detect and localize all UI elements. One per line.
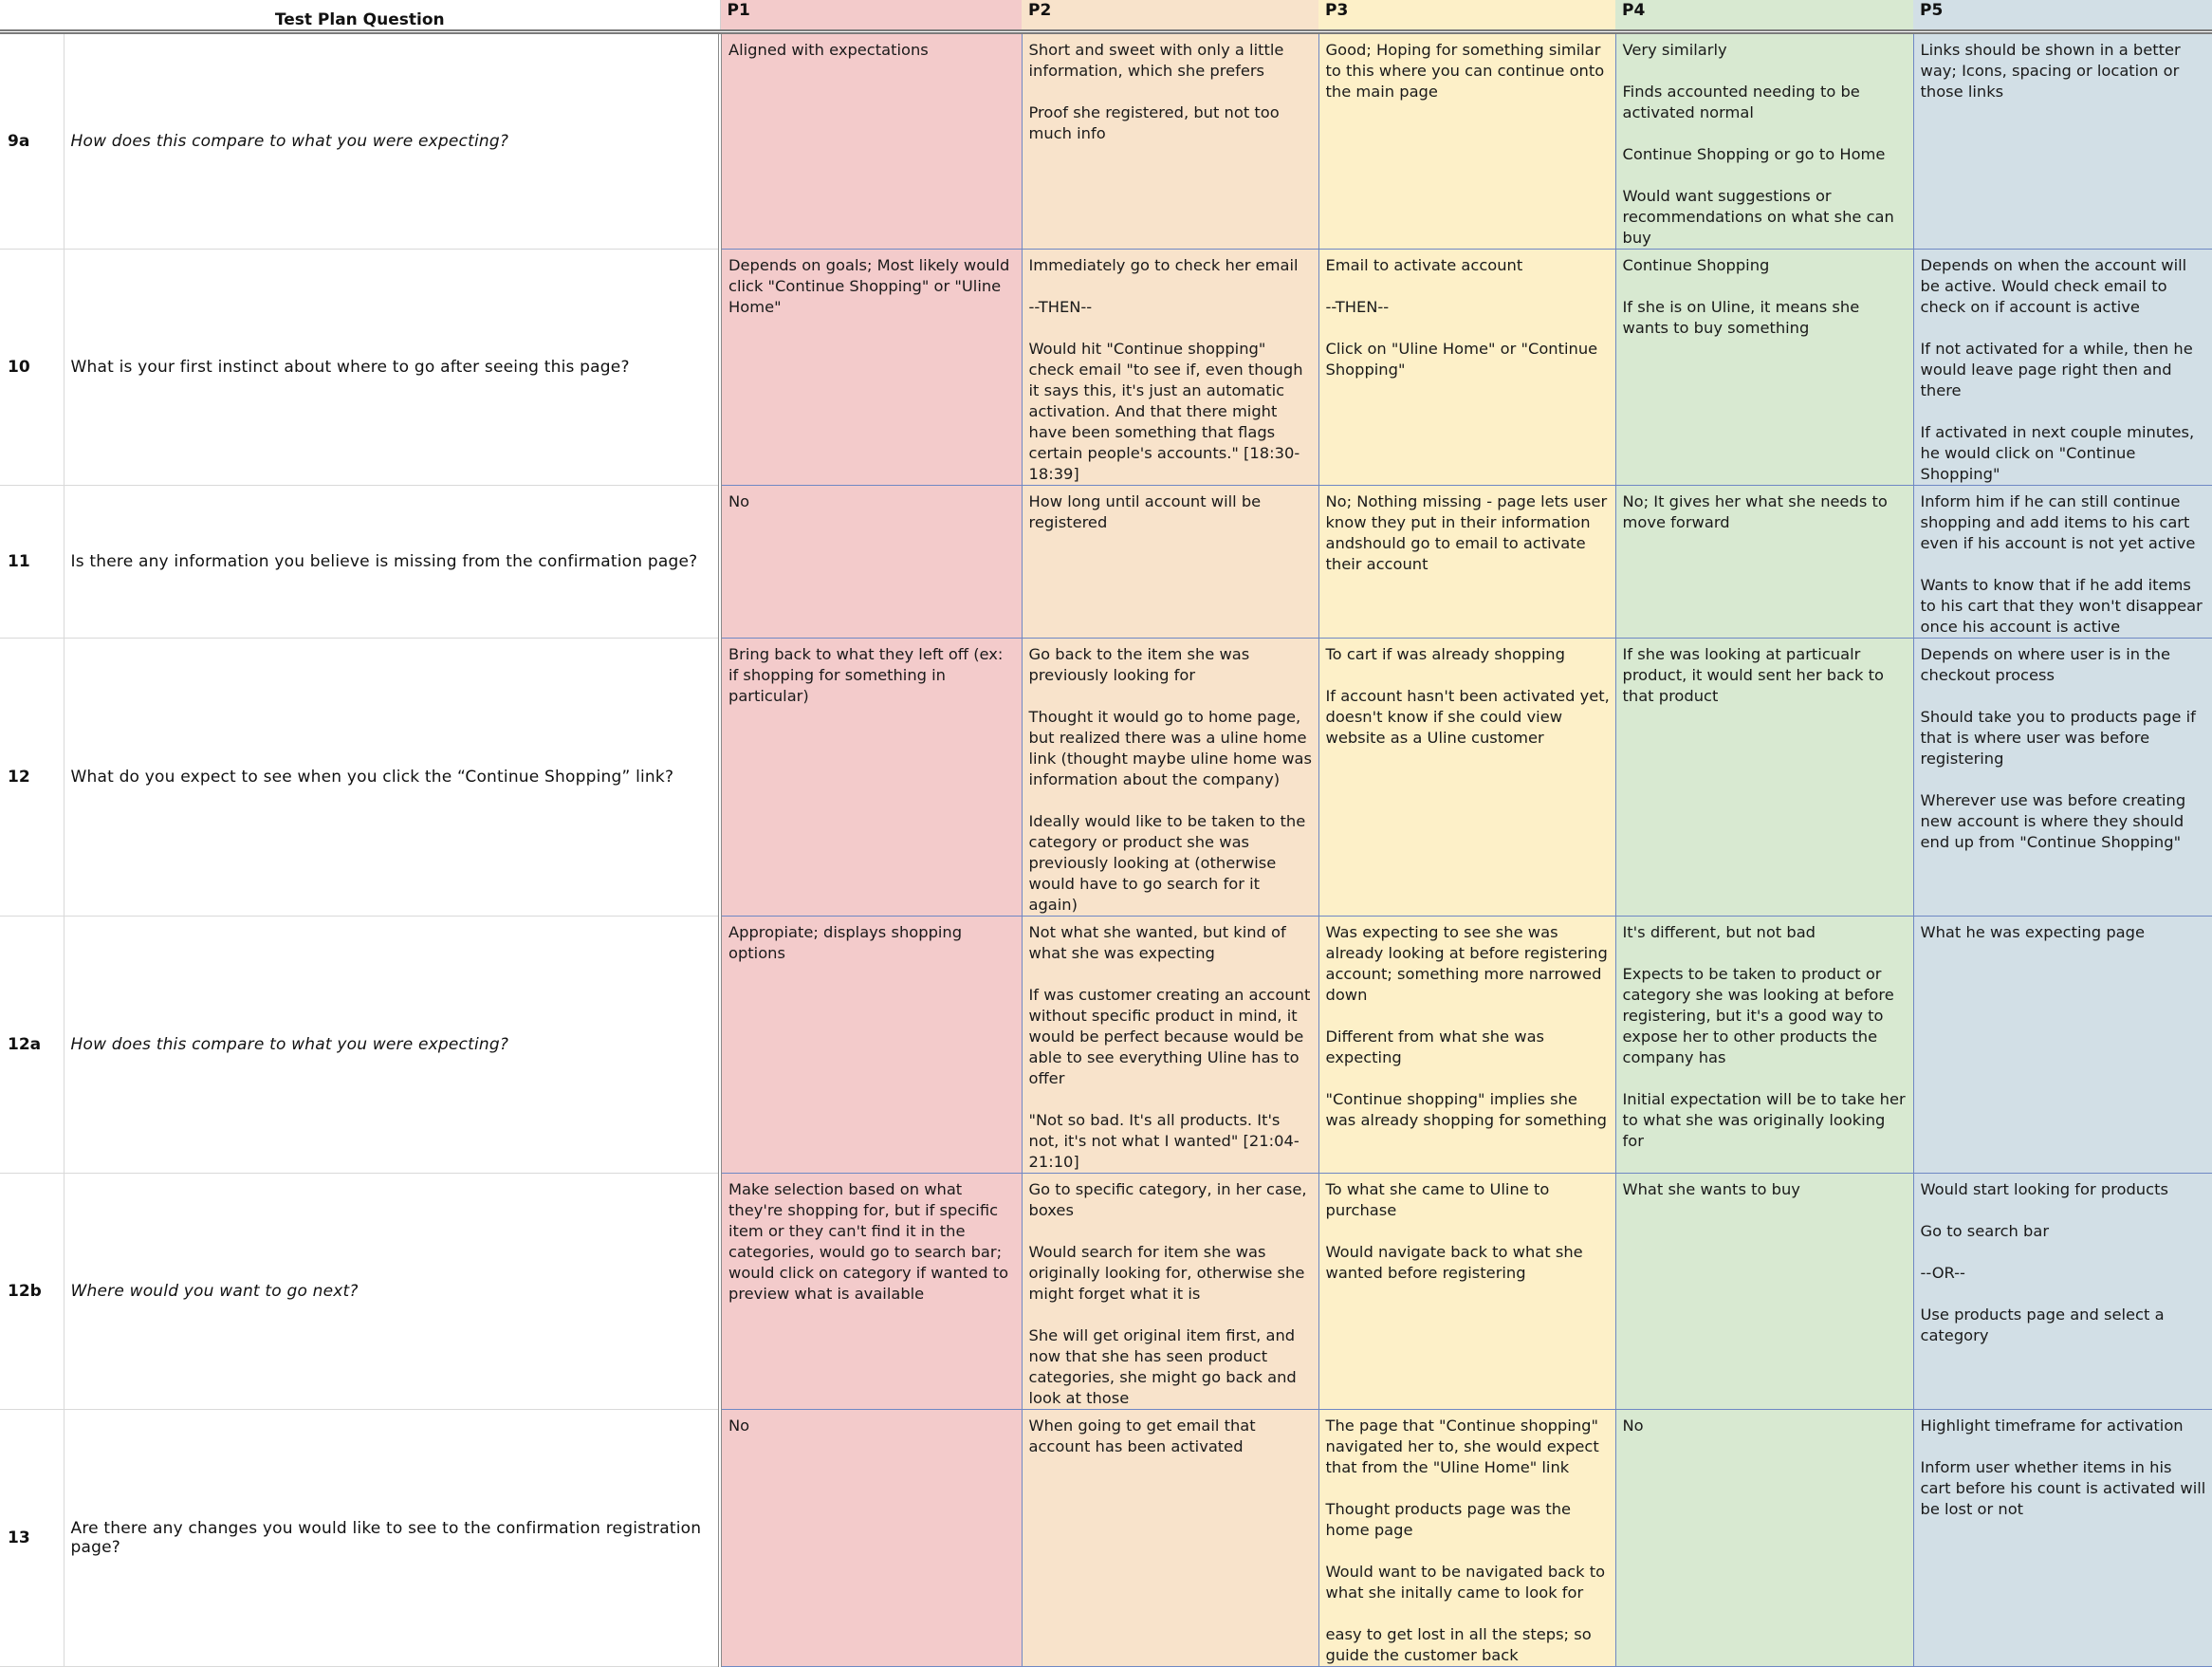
response-text: Was expecting to see she was already looking at before registering account; something more narrowed down Different from what she was expecting "Continue shopping" implies she was already shopping for something	[1325, 923, 1608, 1129]
response-cell-p3[interactable]	[1318, 917, 1615, 1174]
response-text: Bring back to what they left off (ex: if shopping for something in particular)	[728, 645, 1008, 705]
response-text: Depends on goals; Most likely would click "Continue Shopping" or "Uline Home"	[728, 256, 1015, 316]
response-text: Very similarly Finds accounted needing to be activated normal Continue Shopping or go to Home Would want suggestions or recommendations on what she can buy	[1622, 41, 1894, 247]
question-number[interactable]: 11	[0, 486, 64, 639]
response-cell-p5[interactable]	[1913, 486, 2212, 639]
response-text: Would start looking for products Go to search bar --OR-- Use products page and select a category	[1920, 1180, 2168, 1344]
response-text: What she wants to buy	[1622, 1180, 1800, 1198]
question-number[interactable]: 12	[0, 639, 64, 917]
response-cell-p5[interactable]	[1913, 250, 2212, 486]
response-cell-p2[interactable]	[1022, 1174, 1318, 1410]
question-text[interactable]: How does this compare to what you were expecting?	[64, 32, 720, 250]
table-row	[0, 486, 2212, 639]
question-text[interactable]: Is there any information you believe is missing from the confirmation page?	[64, 486, 720, 639]
response-text: Go back to the item she was previously looking for Thought it would go to home page, but realized there was a uline home link (thought maybe uline home was information about the company) Ideally would like to be taken to the category or product she was previously looking at (otherwise would have to go search for it again)	[1028, 645, 1313, 914]
response-cell-p4[interactable]	[1615, 1174, 1913, 1410]
response-text: If she was looking at particualr product, it would sent her back to that product	[1622, 645, 1889, 705]
response-cell-p5[interactable]	[1913, 917, 2212, 1174]
table-row	[0, 1410, 2212, 1667]
response-cell-p2[interactable]	[1022, 250, 1318, 486]
question-text[interactable]: Are there any changes you would like to see to the confirmation registration page?	[64, 1410, 720, 1667]
response-text: Aligned with expectations	[728, 41, 929, 59]
question-column-header[interactable]: Test Plan Question	[0, 0, 720, 32]
response-cell-p5[interactable]	[1913, 1174, 2212, 1410]
response-text: What he was expecting page	[1920, 923, 2145, 941]
question-number[interactable]: 12a	[0, 917, 64, 1174]
response-cell-p5[interactable]	[1913, 1410, 2212, 1667]
response-cell-p1[interactable]	[720, 639, 1022, 917]
response-text: How long until account will be registered	[1028, 492, 1266, 531]
response-cell-p1[interactable]	[720, 250, 1022, 486]
response-text: To cart if was already shopping If account hasn't been activated yet, doesn't know if she could view website as a Uline customer	[1325, 645, 1610, 747]
question-text[interactable]: What do you expect to see when you click the “Continue Shopping” link?	[64, 639, 720, 917]
response-text: Depends on when the account will be active. Would check email to check on if account is active If not activated for a while, then he would leave page right then and there If activated in next couple minutes, he would click on "Continue Shopping"	[1920, 256, 2195, 483]
response-cell-p5[interactable]	[1913, 32, 2212, 250]
response-text: No	[728, 492, 750, 510]
response-cell-p3[interactable]	[1318, 486, 1615, 639]
table-row	[0, 639, 2212, 917]
response-cell-p1[interactable]	[720, 32, 1022, 250]
question-number[interactable]: 10	[0, 250, 64, 486]
response-text: Email to activate account --THEN-- Click on "Uline Home" or "Continue Shopping"	[1325, 256, 1598, 379]
response-cell-p2[interactable]	[1022, 32, 1318, 250]
response-text: Immediately go to check her email --THEN-- Would hit "Continue shopping" check email "to see if, even though it says this, it's just an automatic activation. And that there might have been something that flags certain people's accounts." [18:30-18:39]	[1028, 256, 1303, 483]
response-cell-p2[interactable]	[1022, 486, 1318, 639]
response-cell-p3[interactable]	[1318, 639, 1615, 917]
response-text: No	[728, 1417, 750, 1435]
table-row	[0, 250, 2212, 486]
response-text: No; It gives her what she needs to move forward	[1622, 492, 1893, 531]
response-text: Good; Hoping for something similar to this where you can continue onto the main page	[1325, 41, 1610, 101]
question-text[interactable]: Where would you want to go next?	[64, 1174, 720, 1410]
response-text: The page that "Continue shopping" navigated her to, she would expect that from the "Uline Home" link Thought products page was the home page Would want to be navigated back to what she initally came to look for easy to get lost in all the steps; so guide the customer back	[1325, 1417, 1606, 1664]
response-cell-p3[interactable]	[1318, 1410, 1615, 1667]
response-text: When going to get email that account has been activated	[1028, 1417, 1261, 1455]
participant-header-p4[interactable]: P4	[1615, 0, 1913, 32]
header-row	[0, 0, 2212, 32]
participant-header-p2[interactable]: P2	[1022, 0, 1318, 32]
response-text: No	[1622, 1417, 1644, 1435]
question-number[interactable]: 9a	[0, 32, 64, 250]
response-cell-p5[interactable]	[1913, 639, 2212, 917]
response-cell-p1[interactable]	[720, 1410, 1022, 1667]
response-text: No; Nothing missing - page lets user know they put in their information andshould go to email to activate their account	[1325, 492, 1613, 573]
participant-header-p5[interactable]: P5	[1913, 0, 2212, 32]
response-text: Depends on where user is in the checkout process Should take you to products page if that is where user was before registering Wherever use was before creating new account is where they should end up from "Continue Shopping"	[1920, 645, 2196, 851]
response-text: It's different, but not bad Expects to be taken to product or category she was looking at before registering, but it's a good way to expose her to other products the company has Initial expectation will be to take her to what she was originally looking for	[1622, 923, 1906, 1150]
response-text: To what she came to Uline to purchase Would navigate back to what she wanted before registering	[1325, 1180, 1583, 1282]
response-text: Appropiate; displays shopping options	[728, 923, 968, 962]
table-row	[0, 917, 2212, 1174]
response-cell-p3[interactable]	[1318, 32, 1615, 250]
response-cell-p4[interactable]	[1615, 1410, 1913, 1667]
response-cell-p1[interactable]	[720, 1174, 1022, 1410]
response-cell-p4[interactable]	[1615, 486, 1913, 639]
response-text: Highlight timeframe for activation Inform user whether items in his cart before his count is activated will be lost or not	[1920, 1417, 2206, 1518]
response-cell-p3[interactable]	[1318, 1174, 1615, 1410]
response-text: Continue Shopping If she is on Uline, it means she wants to buy something	[1622, 256, 1860, 337]
response-text: Short and sweet with only a little information, which she prefers Proof she registered, but not too much info	[1028, 41, 1284, 142]
response-cell-p4[interactable]	[1615, 250, 1913, 486]
response-text: Make selection based on what they're shopping for, but if specific item or they can't find it in the categories, would go to search bar; would click on category if wanted to preview what is available	[728, 1180, 1014, 1303]
question-text[interactable]: How does this compare to what you were expecting?	[64, 917, 720, 1174]
response-cell-p2[interactable]	[1022, 1410, 1318, 1667]
participant-header-p3[interactable]: P3	[1318, 0, 1615, 32]
response-cell-p4[interactable]	[1615, 917, 1913, 1174]
participant-header-p1[interactable]: P1	[720, 0, 1022, 32]
response-cell-p1[interactable]	[720, 917, 1022, 1174]
table-row	[0, 1174, 2212, 1410]
response-cell-p4[interactable]	[1615, 639, 1913, 917]
table-row	[0, 32, 2212, 250]
question-number[interactable]: 13	[0, 1410, 64, 1667]
question-text[interactable]: What is your first instinct about where to go after seeing this page?	[64, 250, 720, 486]
question-number[interactable]: 12b	[0, 1174, 64, 1410]
response-text: Inform him if he can still continue shopping and add items to his cart even if his account is not yet active Wants to know that if he add items to his cart that they won't disappear once his account is active	[1920, 492, 2203, 636]
response-text: Not what she wanted, but kind of what she was expecting If was customer creating an account without specific product in mind, it would be perfect because would be able to see everything Uline has to offer "Not so bad. It's all products. It's not, it's not what I wanted" [21:04-21:10]	[1028, 923, 1311, 1171]
response-cell-p3[interactable]	[1318, 250, 1615, 486]
response-cell-p4[interactable]	[1615, 32, 1913, 250]
response-text: Links should be shown in a better way; Icons, spacing or location or those links	[1920, 41, 2185, 101]
response-cell-p2[interactable]	[1022, 917, 1318, 1174]
response-cell-p1[interactable]	[720, 486, 1022, 639]
response-text: Go to specific category, in her case, boxes Would search for item she was originally looking for, otherwise she might forget what it is She will get original item first, and now that she has seen product categories, she might go back and look at those	[1028, 1180, 1307, 1407]
response-cell-p2[interactable]	[1022, 639, 1318, 917]
